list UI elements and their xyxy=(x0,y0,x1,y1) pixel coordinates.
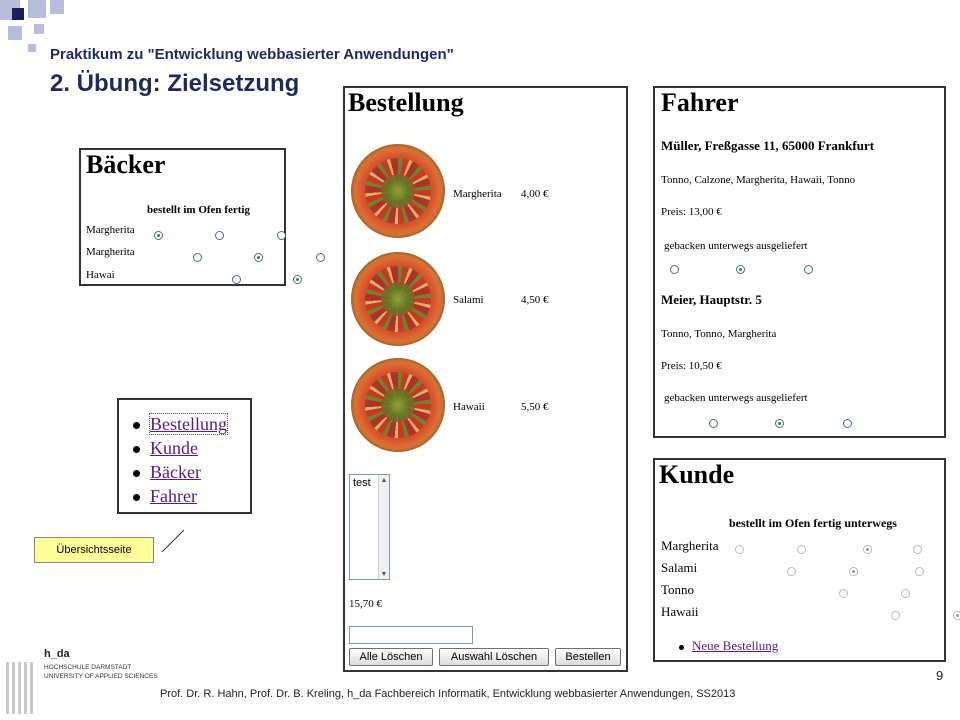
decor-square xyxy=(50,0,64,14)
baecker-heading: Bäcker xyxy=(86,150,166,179)
baecker-row-name: Margherita xyxy=(86,224,135,236)
order-button[interactable]: Bestellen xyxy=(555,648,621,666)
status-radio[interactable] xyxy=(154,231,163,240)
page-subtitle: Praktikum zu "Entwicklung webbasierter Anwendungen" xyxy=(50,46,454,63)
logo-line: HOCHSCHULE DARMSTADT xyxy=(44,664,132,671)
delivery-status-radio[interactable] xyxy=(775,419,784,428)
status-radio[interactable] xyxy=(293,275,302,284)
order-total: 15,70 € xyxy=(349,598,382,610)
address-input[interactable] xyxy=(349,626,473,644)
delivery-status-radio[interactable] xyxy=(804,265,813,274)
callout-box: Übersichtsseite xyxy=(34,537,154,563)
page-title: 2. Übung: Zielsetzung xyxy=(50,70,300,97)
scrollbar[interactable] xyxy=(378,475,389,579)
nav-link-baecker[interactable]: Bäcker xyxy=(150,462,201,482)
pizza-image[interactable] xyxy=(351,144,445,238)
nav-item xyxy=(133,486,197,507)
delivery-status-labels: gebacken unterwegs ausgeliefert xyxy=(664,392,808,404)
delivery-price: Preis: 13,00 € xyxy=(661,206,722,218)
decor-square xyxy=(12,8,24,20)
scroll-up-icon[interactable]: ▲ xyxy=(380,476,388,484)
baecker-row-name: Hawai xyxy=(86,269,115,281)
kunde-panel xyxy=(653,458,946,662)
delivery-items: Tonno, Tonno, Margherita xyxy=(661,328,777,340)
logo-line: UNIVERSITY OF APPLIED SCIENCES xyxy=(44,673,158,680)
logo-stripes xyxy=(6,662,36,714)
nav-item xyxy=(133,462,201,483)
col-bestellt: bestellt xyxy=(729,516,766,530)
status-radio[interactable] xyxy=(215,231,224,240)
delivery-status-radio[interactable] xyxy=(736,265,745,274)
bullet-icon xyxy=(679,645,684,650)
nav-link-fahrer[interactable]: Fahrer xyxy=(150,486,197,506)
cart-item[interactable]: test xyxy=(353,477,371,489)
new-order-link[interactable]: Neue Bestellung xyxy=(692,638,779,653)
status-radio xyxy=(863,545,872,554)
decor-square xyxy=(8,26,22,40)
col-unterwegs: unterwegs xyxy=(844,516,897,530)
status-radio[interactable] xyxy=(316,253,325,262)
status-radio[interactable] xyxy=(277,231,286,240)
delivery-address: Meier, Hauptstr. 5 xyxy=(661,292,762,307)
status-radio xyxy=(787,567,796,576)
status-radio xyxy=(735,545,744,554)
status-radio xyxy=(913,545,922,554)
bullet-icon xyxy=(133,446,140,453)
hda-logo xyxy=(6,648,158,714)
nav-link-kunde[interactable]: Kunde xyxy=(150,438,198,458)
cart-listbox[interactable] xyxy=(349,474,390,580)
baecker-row-name: Margherita xyxy=(86,246,135,258)
col-bestellt: bestellt xyxy=(147,204,181,216)
status-radio xyxy=(839,589,848,598)
overview-nav-panel xyxy=(117,398,252,514)
pizza-name: Salami xyxy=(453,294,484,306)
baecker-column-headers xyxy=(147,204,250,216)
bullet-icon xyxy=(133,470,140,477)
nav-item xyxy=(133,414,227,435)
delivery-status-radio[interactable] xyxy=(843,419,852,428)
status-radio xyxy=(915,567,924,576)
bullet-icon xyxy=(133,494,140,501)
kunde-heading: Kunde xyxy=(659,460,735,489)
pizza-image[interactable] xyxy=(351,252,445,346)
delete-all-button[interactable]: Alle Löschen xyxy=(349,648,433,666)
nav-item xyxy=(133,438,198,459)
fahrer-heading: Fahrer xyxy=(661,88,739,117)
delivery-address: Müller, Freßgasse 11, 65000 Frankfurt xyxy=(661,138,875,153)
kunde-row-name: Salami xyxy=(661,560,698,575)
kunde-row-name: Hawaii xyxy=(661,604,699,619)
logo-wordmark: h_da xyxy=(44,648,70,660)
kunde-row-name: Margherita xyxy=(661,538,719,553)
delivery-status-radio[interactable] xyxy=(709,419,718,428)
pizza-price: 4,50 € xyxy=(521,294,549,306)
baecker-panel xyxy=(79,148,286,286)
delivery-items: Tonno, Calzone, Margherita, Hawaii, Tonno xyxy=(661,174,856,186)
status-radio[interactable] xyxy=(232,275,241,284)
status-radio xyxy=(797,545,806,554)
footer-text: Prof. Dr. R. Hahn, Prof. Dr. B. Kreling, h_da Fachbereich Informatik, Entwicklung webbasierter Anwendungen, SS2013 xyxy=(160,688,736,700)
status-radio[interactable] xyxy=(254,253,263,262)
status-radio[interactable] xyxy=(193,253,202,262)
delivery-status-labels: gebacken unterwegs ausgeliefert xyxy=(664,240,808,252)
callout-pointer xyxy=(160,528,186,554)
decor-square xyxy=(28,44,36,52)
delivery-status-radio[interactable] xyxy=(670,265,679,274)
new-order-item xyxy=(679,638,778,654)
kunde-row-name: Tonno xyxy=(661,582,695,597)
bestellung-heading: Bestellung xyxy=(348,88,464,117)
bestellung-panel xyxy=(343,86,628,672)
page-number: 9 xyxy=(936,668,944,683)
col-im-ofen: im Ofen xyxy=(768,516,811,530)
col-im-ofen: im Ofen xyxy=(183,204,222,216)
bullet-icon xyxy=(133,422,140,429)
pizza-name: Hawaii xyxy=(453,401,485,413)
pizza-price: 4,00 € xyxy=(521,188,549,200)
col-fertig: fertig xyxy=(224,204,250,216)
col-fertig: fertig xyxy=(813,516,842,530)
kunde-column-headers xyxy=(729,516,897,531)
decor-square xyxy=(34,24,44,34)
delivery-price: Preis: 10,50 € xyxy=(661,360,722,372)
nav-link-bestellung[interactable]: Bestellung xyxy=(150,414,227,434)
delete-selection-button[interactable]: Auswahl Löschen xyxy=(439,648,549,666)
pizza-price: 5,50 € xyxy=(521,401,549,413)
status-radio xyxy=(891,611,900,620)
status-radio xyxy=(901,589,910,598)
fahrer-panel xyxy=(653,86,946,438)
status-radio xyxy=(953,611,960,620)
status-radio xyxy=(849,567,858,576)
pizza-image[interactable] xyxy=(351,358,445,452)
scroll-down-icon[interactable]: ▼ xyxy=(380,570,388,578)
decor-square xyxy=(28,0,46,18)
pizza-name: Margherita xyxy=(453,188,502,200)
